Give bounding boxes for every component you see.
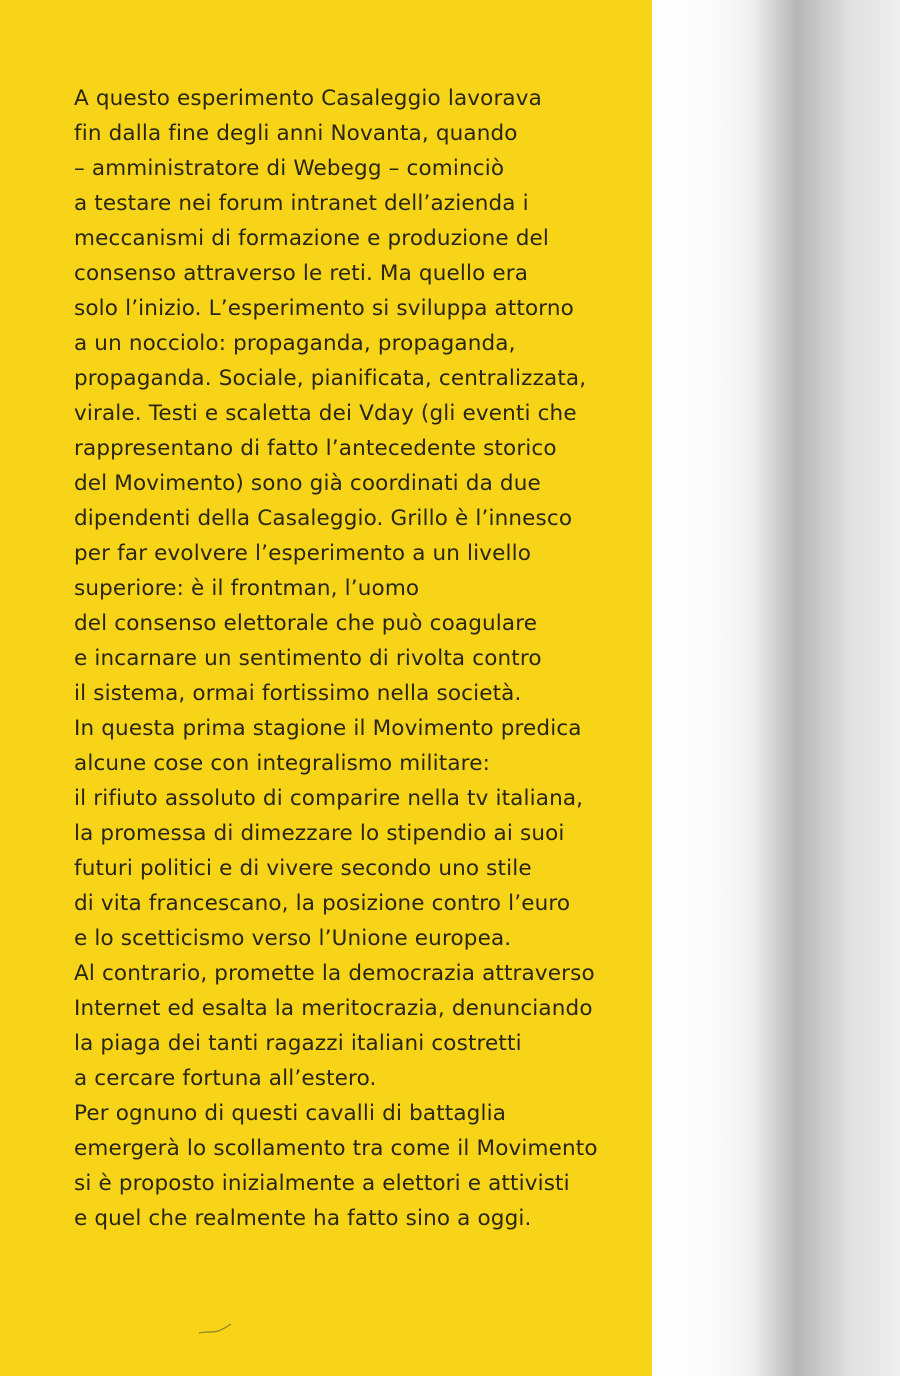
text-line: la promessa di dimezzare lo stipendio ai suoi: [74, 821, 565, 846]
text-line: – amministratore di Webegg – cominciò: [74, 156, 505, 181]
pen-mark-decoration: [198, 1322, 232, 1336]
text-line: e incarnare un sentimento di rivolta contro: [74, 646, 542, 671]
text-line: alcune cose con integralismo militare:: [74, 751, 490, 776]
text-line: si è proposto inizialmente a elettori e attivisti: [74, 1171, 570, 1196]
text-line: del consenso elettorale che può coagulare: [74, 611, 538, 636]
text-line: solo l’inizio. L’esperimento si sviluppa attorno: [74, 296, 574, 321]
text-line: futuri politici e di vivere secondo uno stile: [74, 856, 532, 881]
text-line: la piaga dei tanti ragazzi italiani costretti: [74, 1031, 522, 1056]
text-line: e quel che realmente ha fatto sino a oggi.: [74, 1206, 532, 1231]
text-line: a un nocciolo: propaganda, propaganda,: [74, 331, 516, 356]
text-line: emergerà lo scollamento tra come il Movimento: [74, 1136, 598, 1161]
text-line: e lo scetticismo verso l’Unione europea.: [74, 926, 512, 951]
text-line: fin dalla fine degli anni Novanta, quando: [74, 121, 518, 146]
text-line: il sistema, ormai fortissimo nella società.: [74, 681, 522, 706]
text-line: Al contrario, promette la democrazia attraverso: [74, 961, 595, 986]
text-line: propaganda. Sociale, pianificata, centralizzata,: [74, 366, 587, 391]
cover-text: [74, 81, 598, 1236]
text-line: dipendenti della Casaleggio. Grillo è l’innesco: [74, 506, 573, 531]
text-line: In questa prima stagione il Movimento predica: [74, 716, 582, 741]
text-line: virale. Testi e scaletta dei Vday (gli eventi che: [74, 401, 577, 426]
text-line: consenso attraverso le reti. Ma quello era: [74, 261, 529, 286]
text-line: rappresentano di fatto l’antecedente storico: [74, 436, 557, 461]
text-line: a testare nei forum intranet dell’azienda i: [74, 191, 529, 216]
text-line: A questo esperimento Casaleggio lavorava: [74, 86, 542, 111]
text-line: superiore: è il frontman, l’uomo: [74, 576, 420, 601]
text-line: a cercare fortuna all’estero.: [74, 1066, 377, 1091]
text-line: del Movimento) sono già coordinati da due: [74, 471, 541, 496]
text-line: Internet ed esalta la meritocrazia, denunciando: [74, 996, 593, 1021]
text-line: di vita francescano, la posizione contro l’euro: [74, 891, 571, 916]
text-line: per far evolvere l’esperimento a un livello: [74, 541, 532, 566]
text-line: il rifiuto assoluto di comparire nella tv italiana,: [74, 786, 584, 811]
text-line: meccanismi di formazione e produzione del: [74, 226, 550, 251]
text-line: Per ognuno di questi cavalli di battaglia: [74, 1101, 507, 1126]
page-edge-shadow: [652, 0, 900, 1376]
